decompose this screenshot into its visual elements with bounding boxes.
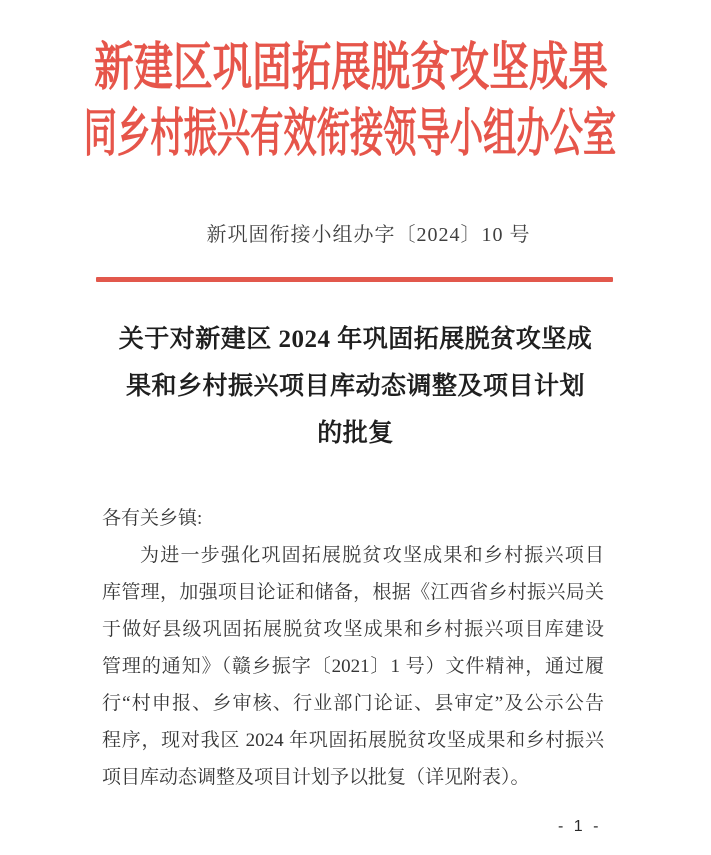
document-body	[102, 500, 604, 796]
page-number: - 1 -	[558, 818, 602, 835]
title-line-3: 的批复	[317, 420, 394, 447]
document-number: 新巩固衔接小组办字〔2024〕10 号	[206, 224, 531, 246]
letterhead-line-2: 同乡村振兴有效衔接领导小组办公室	[83, 106, 616, 163]
document-title	[0, 316, 711, 457]
paragraph-line: 行“村申报、乡审核、行业部门论证、县审定”及公示公告	[102, 693, 604, 714]
letterhead-row-2	[0, 102, 711, 168]
letterhead-line-1: 新建区巩固拓展脱贫攻坚成果	[94, 40, 609, 97]
salutation: 各有关乡镇:	[102, 508, 203, 529]
title-line-2: 果和乡村振兴项目库动态调整及项目计划	[125, 373, 585, 400]
paragraph-line: 管理的通知》（赣乡振字〔2021〕1 号）文件精神，通过履	[102, 656, 604, 677]
paragraph-line: 程序，现对我区 2024 年巩固拓展脱贫攻坚成果和乡村振兴	[102, 730, 604, 751]
paragraph-line: 库管理，加强项目论证和储备，根据《江西省乡村振兴局关	[102, 582, 604, 603]
letterhead	[0, 36, 711, 168]
paragraph-line: 为进一步强化巩固拓展脱贫攻坚成果和乡村振兴项目	[140, 545, 604, 566]
red-divider-rule	[96, 277, 613, 282]
title-line-1: 关于对新建区 2024 年巩固拓展脱贫攻坚成	[118, 326, 593, 353]
paragraph-line: 于做好县级巩固拓展脱贫攻坚成果和乡村振兴项目库建设	[102, 619, 604, 640]
paragraph-line: 项目库动态调整及项目计划予以批复（详见附表）。	[102, 767, 530, 788]
letterhead-row-1	[0, 36, 711, 102]
